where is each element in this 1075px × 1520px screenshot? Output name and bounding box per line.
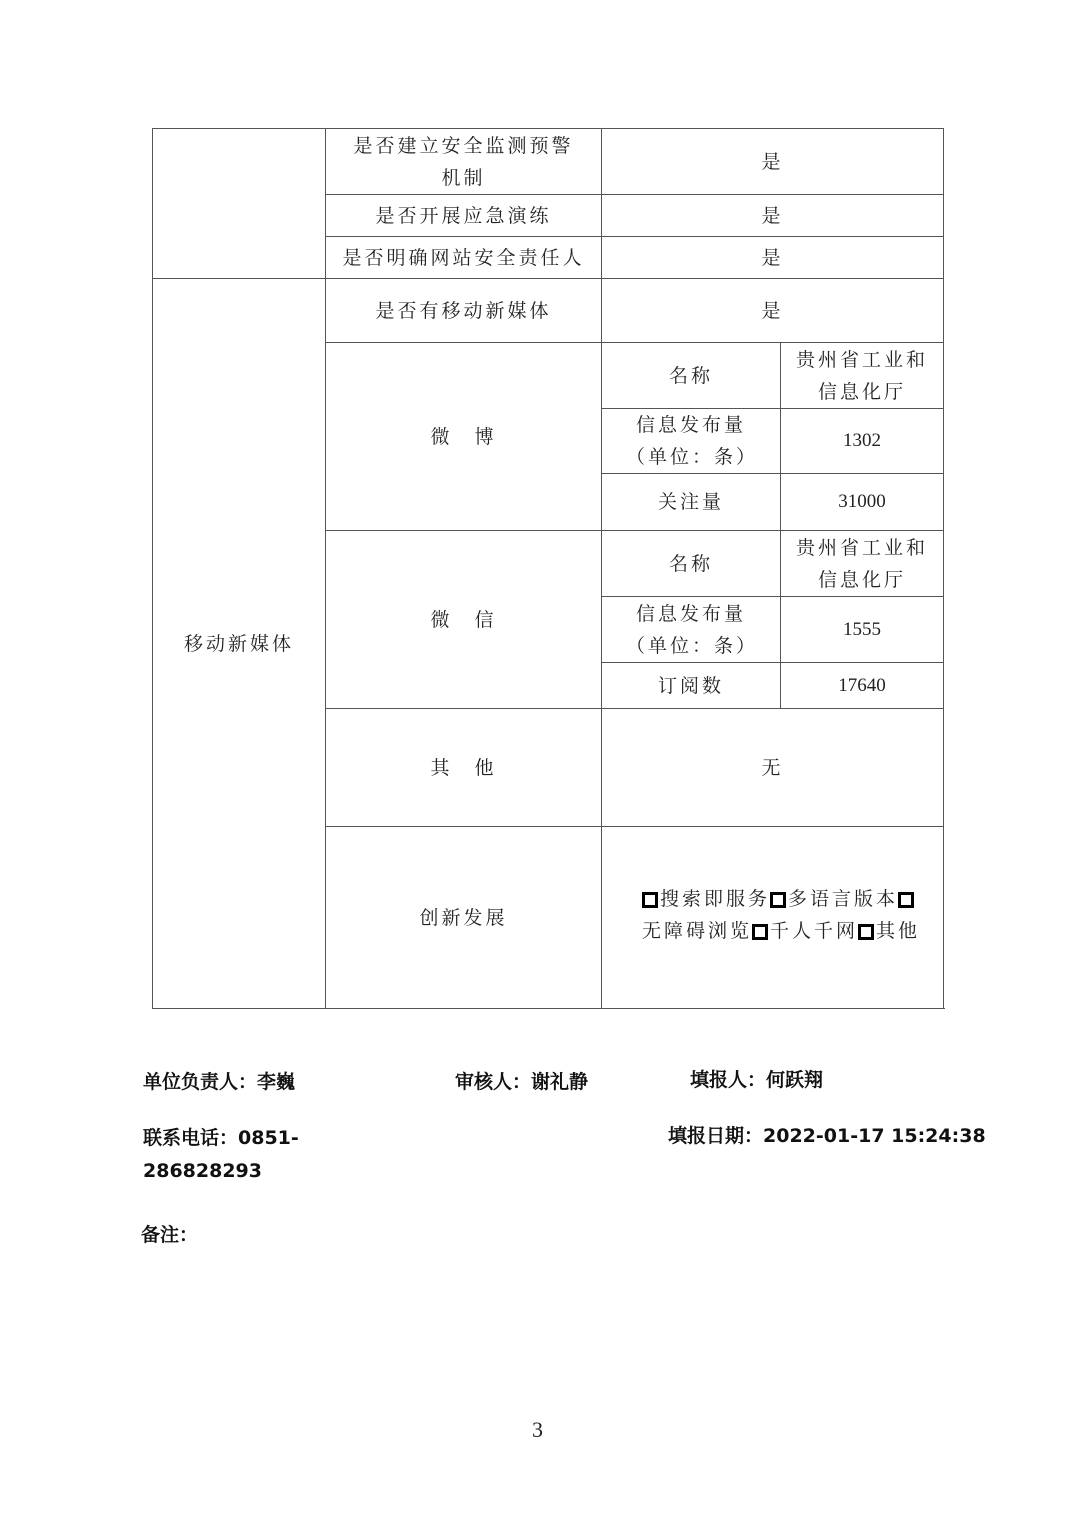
innovation-label: 创新发展 [326,827,602,1009]
wechat-name-label: 名称 [602,531,781,597]
innovation-option[interactable]: 千人千网 [752,920,858,942]
weibo-follow-label: 关注量 [602,474,781,531]
weibo-name-label: 名称 [602,343,781,409]
weibo-label: 微 博 [326,343,602,531]
phone-line-1: 联系电话：0851- [143,1127,299,1149]
drill-value: 是 [602,195,944,237]
wechat-sub-label: 订阅数 [602,663,781,709]
innovation-option[interactable]: 多语言版本 [770,888,898,910]
weibo-follow-value: 31000 [781,474,944,531]
wechat-count-value: 1555 [781,597,944,663]
security-section-cell [153,129,326,279]
wechat-name-value: 贵州省工业和信息化厅 [781,531,944,597]
checkbox-icon[interactable] [642,892,658,908]
officer-label: 是否明确网站安全责任人 [326,237,602,279]
checkbox-icon[interactable] [770,892,786,908]
innovation-options [602,827,944,1009]
checkbox-icon[interactable] [752,924,768,940]
officer-value: 是 [602,237,944,279]
weibo-name-value: 贵州省工业和信息化厅 [781,343,944,409]
other-label: 其 他 [326,709,602,827]
mobile-section-label: 移动新媒体 [153,279,326,1009]
has-mobile-label: 是否有移动新媒体 [326,279,602,343]
reviewer: 审核人：谢礼静 [455,1071,589,1093]
phone-line-2: 286828293 [143,1160,262,1182]
monitor-label: 是否建立安全监测预警机制 [326,129,602,195]
wechat-sub-value: 17640 [781,663,944,709]
wechat-label: 微 信 [326,531,602,709]
filler: 填报人：何跃翔 [690,1069,824,1091]
weibo-count-value: 1302 [781,409,944,474]
page-number: 3 [532,1417,543,1442]
checkbox-icon[interactable] [898,892,914,908]
checkbox-icon[interactable] [858,924,874,940]
wechat-count-label: 信息发布量（单位：条） [602,597,781,663]
report-table [152,128,944,1009]
remark: 备注： [141,1224,199,1246]
other-value: 无 [602,709,944,827]
innovation-option[interactable]: 搜索即服务 [642,888,770,910]
drill-label: 是否开展应急演练 [326,195,602,237]
has-mobile-value: 是 [602,279,944,343]
fill-date: 填报日期：2022-01-17 15:24:38 [668,1125,986,1147]
innovation-option[interactable]: 其他 [858,920,920,942]
weibo-count-label: 信息发布量（单位：条） [602,409,781,474]
monitor-value: 是 [602,129,944,195]
innovation-option[interactable]: 无障碍浏览 [642,888,916,942]
unit-head: 单位负责人：李巍 [143,1071,296,1093]
